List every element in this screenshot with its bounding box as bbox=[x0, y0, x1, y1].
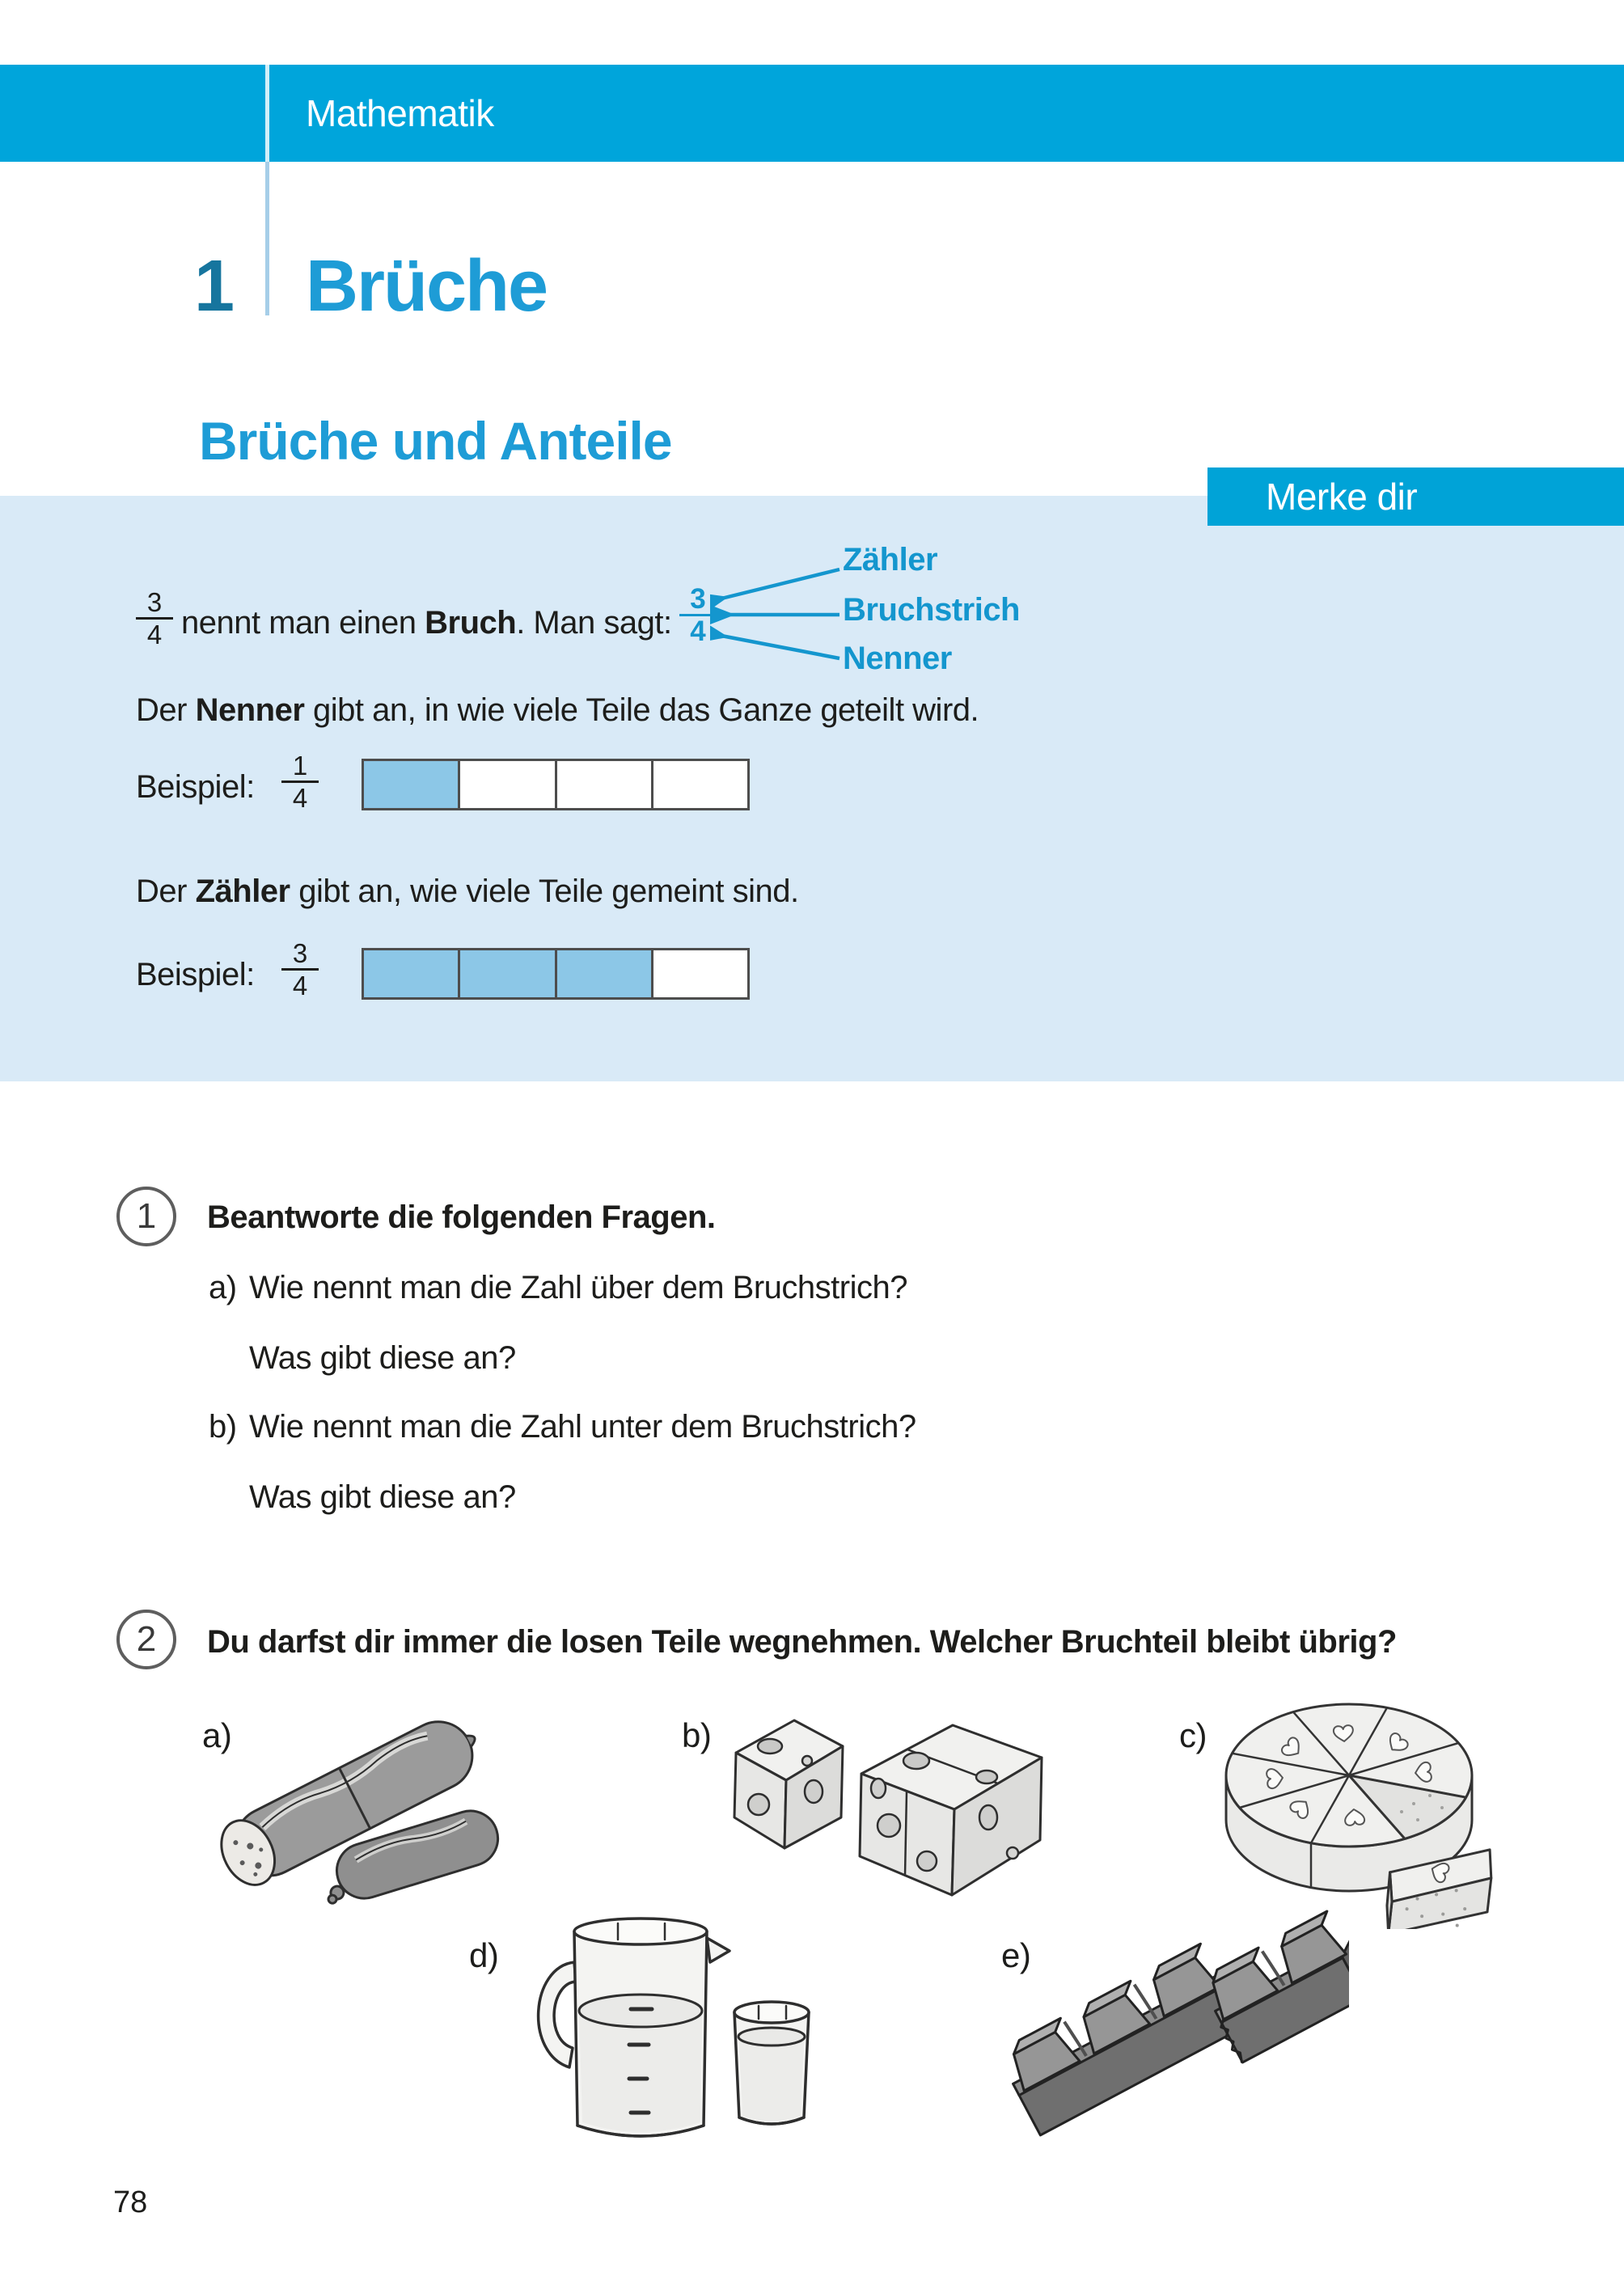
chapter-number: 1 bbox=[194, 246, 234, 327]
exercise1-part-b-question: Wie nennt man die Zahl unter dem Bruchstrich? bbox=[249, 1409, 916, 1445]
nenner-pre: Der bbox=[136, 692, 196, 728]
nenner-bold: Nenner bbox=[195, 692, 305, 728]
nenner-arrow bbox=[721, 636, 839, 658]
item-a-label: a) bbox=[202, 1716, 232, 1754]
fraction-bar-cell-shaded bbox=[364, 761, 458, 808]
fraction-bar-cell-shaded bbox=[555, 950, 651, 997]
zaehler-pre: Der bbox=[136, 874, 196, 909]
zaehler-label: Zähler bbox=[843, 542, 938, 577]
labeled-fraction-denominator: 4 bbox=[679, 614, 717, 646]
beispiel2-numerator: 3 bbox=[292, 938, 308, 968]
nenner-post: gibt an, in wie viele Teile das Ganze geteilt wird. bbox=[304, 692, 979, 728]
item-b-label: b) bbox=[682, 1716, 712, 1754]
beispiel1-fraction bbox=[281, 751, 319, 813]
exercise1-part-b-followup: Was gibt diese an? bbox=[249, 1479, 516, 1515]
nenner-label: Nenner bbox=[843, 641, 952, 676]
beispiel2-fraction bbox=[281, 938, 319, 1001]
cheese-image bbox=[720, 1711, 1051, 1921]
header-bar bbox=[0, 65, 1624, 162]
chapter-title: Brüche bbox=[306, 246, 548, 327]
exercise1-part-b-label: b) bbox=[209, 1409, 237, 1445]
intro-sentence bbox=[181, 602, 672, 644]
beispiel1-fraction-bar bbox=[362, 759, 750, 810]
header-divider-line bbox=[265, 65, 269, 162]
page-number: 78 bbox=[113, 2185, 148, 2219]
exercise1-part-a-label: a) bbox=[209, 1270, 237, 1305]
labeled-fraction-numerator: 3 bbox=[690, 583, 706, 615]
fraction-denominator: 4 bbox=[136, 617, 173, 649]
zaehler-bold: Zähler bbox=[195, 874, 290, 909]
exercise1-part-a-question: Wie nennt man die Zahl über dem Bruchstrich? bbox=[249, 1270, 907, 1305]
chapter-divider-line bbox=[265, 162, 269, 315]
zaehler-explanation bbox=[136, 870, 799, 912]
sausage-image bbox=[215, 1713, 506, 1919]
exercise2-title: Du darfst dir immer die losen Teile wegnehmen. Welcher Bruchteil bleibt übrig? bbox=[207, 1624, 1397, 1660]
bruchstrich-label: Bruchstrich bbox=[843, 592, 1020, 628]
fraction-bar-cell bbox=[555, 761, 651, 808]
beispiel1-label: Beispiel: bbox=[136, 769, 255, 805]
beispiel2-denominator: 4 bbox=[281, 968, 319, 1001]
exercise2-number: 2 bbox=[136, 1619, 157, 1659]
beispiel1-denominator: 4 bbox=[281, 781, 319, 813]
intro-bold: Bruch bbox=[425, 605, 517, 641]
merke-dir-badge: Merke dir bbox=[1207, 467, 1624, 526]
zaehler-post: gibt an, wie viele Teile gemeint sind. bbox=[290, 874, 799, 909]
fraction-bar-cell-shaded bbox=[458, 950, 554, 997]
fraction-three-quarters bbox=[136, 587, 173, 649]
chocolate-image bbox=[993, 1902, 1349, 2157]
intro-post: . Man sagt: bbox=[516, 605, 672, 641]
fraction-arrows-diagram bbox=[710, 534, 852, 675]
beispiel2-fraction-bar bbox=[362, 948, 750, 1000]
exercise2-number-badge bbox=[116, 1610, 176, 1669]
intro-pre: nennt man einen bbox=[181, 605, 425, 641]
fraction-numerator: 3 bbox=[146, 587, 163, 617]
fraction-bar-cell-shaded bbox=[364, 950, 458, 997]
fraction-bar-cell bbox=[458, 761, 554, 808]
exercise1-number-badge bbox=[116, 1187, 176, 1246]
cake-image bbox=[1212, 1694, 1499, 1929]
item-c-label: c) bbox=[1179, 1716, 1207, 1754]
beispiel2-label: Beispiel: bbox=[136, 957, 255, 992]
exercise1-title: Beantworte die folgenden Fragen. bbox=[207, 1199, 716, 1235]
item-d-label: d) bbox=[469, 1936, 499, 1974]
measuring-jug-image bbox=[519, 1914, 827, 2160]
section-title: Brüche und Anteile bbox=[199, 411, 672, 471]
beispiel1-numerator: 1 bbox=[292, 751, 308, 781]
item-e-label: e) bbox=[1001, 1936, 1031, 1974]
exercise1-number: 1 bbox=[136, 1196, 157, 1236]
fraction-bar-cell bbox=[651, 950, 747, 997]
fraction-bar-cell bbox=[651, 761, 747, 808]
exercise1-part-a-followup: Was gibt diese an? bbox=[249, 1340, 516, 1376]
zaehler-arrow bbox=[721, 569, 839, 599]
subject-title: Mathematik bbox=[306, 92, 494, 134]
nenner-explanation bbox=[136, 689, 979, 731]
